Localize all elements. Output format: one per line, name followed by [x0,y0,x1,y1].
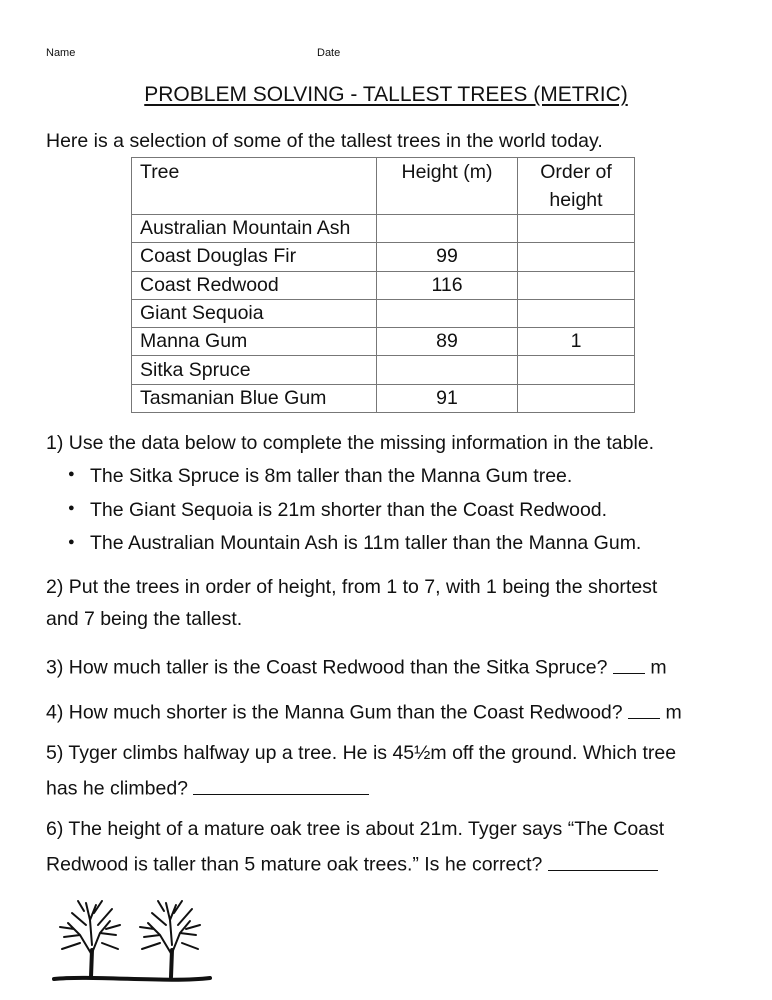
question-6-line2 [46,850,658,877]
header-order-line1: Order of [540,161,612,183]
clue-item: ● The Australian Mountain Ash is 11m taller than the Manna Gum. [68,527,641,561]
table-row [132,271,635,299]
tree-order[interactable] [518,299,635,327]
tree-name: Australian Mountain Ash [132,215,377,243]
table-row [132,328,635,356]
tree-name: Tasmanian Blue Gum [132,384,377,412]
tree-name: Sitka Spruce [132,356,377,384]
table-row [132,243,635,271]
tree-name: Manna Gum [132,328,377,356]
page-title-text: PROBLEM SOLVING - TALLEST TREES (METRIC) [144,83,628,106]
tree-icon [60,901,120,977]
question-6-line1: 6) The height of a mature oak tree is about 21m. Tyger says “The Coast [46,818,665,840]
question-5-text: has he climbed? [46,777,189,800]
unit-label: m [665,701,682,724]
tree-height[interactable] [377,215,518,243]
answer-blank-3[interactable] [613,653,645,674]
question-3-text: 3) How much taller is the Coast Redwood than the Sitka Spruce? [46,656,608,679]
tree-height[interactable]: 99 [377,243,518,271]
tree-order[interactable] [518,271,635,299]
question-2-line1: 2) Put the trees in order of height, from 1 to 7, with 1 being the shortest [46,576,658,598]
trees-table [131,157,635,413]
header-order-line2: height [549,189,603,211]
question-1-clues [68,460,641,561]
table-row [132,384,635,412]
question-5-line1: 5) Tyger climbs halfway up a tree. He is 45½m off the ground. Which tree [46,742,677,764]
tree-order[interactable] [518,243,635,271]
clue-item: ● The Sitka Spruce is 8m taller than the Manna Gum tree. [68,460,641,494]
question-2-line2: and 7 being the tallest. [46,608,243,630]
tree-height[interactable] [377,356,518,384]
clue-item: ● The Giant Sequoia is 21m shorter than the Coast Redwood. [68,494,641,528]
question-1: 1) Use the data below to complete the missing information in the table. [46,432,655,454]
tree-height[interactable]: 89 [377,328,518,356]
unit-label: m [650,656,667,679]
tree-icon [140,901,200,977]
tree-name: Coast Douglas Fir [132,243,377,271]
table-header-row [132,158,635,215]
tree-order[interactable]: 1 [518,328,635,356]
table-row [132,215,635,243]
bare-trees-icon [50,895,220,985]
intro-text: Here is a selection of some of the tallest trees in the world today. [46,130,603,152]
tree-height[interactable] [377,299,518,327]
answer-blank-6[interactable] [548,850,658,871]
question-6-text: Redwood is taller than 5 mature oak trees.” Is he correct? [46,853,543,876]
question-3 [46,653,667,680]
table-row [132,299,635,327]
question-4 [46,698,682,725]
tree-name: Coast Redwood [132,271,377,299]
tree-height[interactable]: 91 [377,384,518,412]
question-4-text: 4) How much shorter is the Manna Gum than the Coast Redwood? [46,701,623,724]
answer-blank-4[interactable] [628,698,660,719]
header-order [518,158,635,215]
tree-order[interactable] [518,384,635,412]
table-row [132,356,635,384]
tree-name: Giant Sequoia [132,299,377,327]
tree-order[interactable] [518,356,635,384]
header-height: Height (m) [377,158,518,215]
tree-order[interactable] [518,215,635,243]
tree-height[interactable]: 116 [377,271,518,299]
answer-blank-5[interactable] [193,774,369,795]
header-tree: Tree [132,158,377,215]
name-label: Name [46,47,76,59]
date-label: Date [317,47,341,59]
page-title [0,83,772,107]
question-5-line2 [46,774,369,801]
